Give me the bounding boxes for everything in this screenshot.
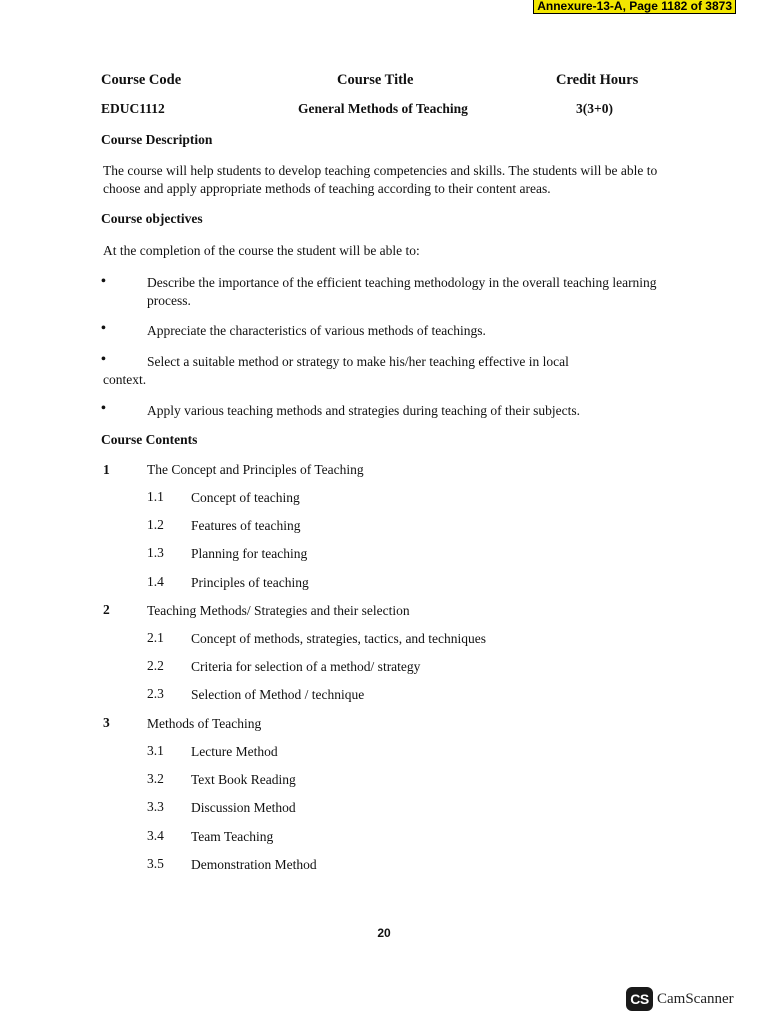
course-code-label: Course Code <box>101 72 182 88</box>
subsection-number: 2.3 <box>147 686 164 701</box>
description-heading: Course Description <box>101 132 213 147</box>
objectives-intro: At the completion of the course the student will be able to: <box>103 243 420 258</box>
credit-hours-label: Credit Hours <box>556 72 639 88</box>
subsection-number: 1.3 <box>147 545 164 560</box>
section-number: 3 <box>103 715 110 730</box>
subsection-title: Discussion Method <box>191 800 296 815</box>
bullet-icon: • <box>101 321 106 336</box>
subsection-title: Planning for teaching <box>191 546 308 561</box>
credit-hours: 3(3+0) <box>576 101 613 116</box>
subsection-number: 3.4 <box>147 828 164 843</box>
subsection-title: Text Book Reading <box>191 772 296 787</box>
bullet-icon: • <box>101 401 106 416</box>
course-title-label: Course Title <box>337 72 414 88</box>
section-title: The Concept and Principles of Teaching <box>147 462 364 477</box>
section-title: Teaching Methods/ Strategies and their selection <box>147 603 410 618</box>
objectives-heading: Course objectives <box>101 211 203 226</box>
section-number: 2 <box>103 602 110 617</box>
subsection-title: Selection of Method / technique <box>191 687 365 702</box>
subsection-number: 3.3 <box>147 799 164 814</box>
objective-item: Appreciate the characteristics of various methods of teachings. <box>147 323 486 338</box>
bullet-icon: • <box>101 352 106 367</box>
subsection-title: Principles of teaching <box>191 575 309 590</box>
section-number: 1 <box>103 462 110 477</box>
subsection-title: Features of teaching <box>191 518 301 533</box>
section-title: Methods of Teaching <box>147 716 262 731</box>
page-number: 20 <box>377 926 391 940</box>
subsection-number: 2.2 <box>147 658 164 673</box>
objective-item: Select a suitable method or strategy to make his/her teaching effective in local <box>147 354 569 369</box>
subsection-number: 3.5 <box>147 856 164 871</box>
subsection-number: 1.4 <box>147 574 164 589</box>
bullet-icon: • <box>101 274 106 289</box>
subsection-number: 1.2 <box>147 517 164 532</box>
subsection-number: 3.1 <box>147 743 164 758</box>
subsection-title: Concept of methods, strategies, tactics, and techniques <box>191 631 487 646</box>
subsection-title: Concept of teaching <box>191 490 300 505</box>
subsection-title: Lecture Method <box>191 744 278 759</box>
subsection-number: 1.1 <box>147 489 164 504</box>
subsection-number: 2.1 <box>147 630 164 645</box>
camscanner-watermark <box>626 987 734 1011</box>
objective-item: Describe the importance of the efficient teaching methodology in the overall teaching learning process. <box>147 275 657 308</box>
course-title: General Methods of Teaching <box>298 101 468 116</box>
subsection-title: Criteria for selection of a method/ strategy <box>191 659 421 674</box>
camscanner-name: CamScanner <box>657 990 734 1007</box>
subsection-number: 3.2 <box>147 771 164 786</box>
description-text: The course will help students to develop teaching competencies and skills. The students will be able to choose and apply appropriate methods of teaching according to their content areas. <box>103 163 658 196</box>
contents-heading: Course Contents <box>101 432 198 447</box>
objective-item: Apply various teaching methods and strategies during teaching of their subjects. <box>147 403 581 418</box>
objective-item-continued: context. <box>103 372 147 387</box>
subsection-title: Team Teaching <box>191 829 274 844</box>
course-code: EDUC1112 <box>101 101 165 116</box>
subsection-title: Demonstration Method <box>191 857 317 872</box>
annexure-label: Annexure-13-A, Page 1182 of 3873 <box>533 0 736 14</box>
camscanner-logo-icon: CS <box>626 987 653 1011</box>
